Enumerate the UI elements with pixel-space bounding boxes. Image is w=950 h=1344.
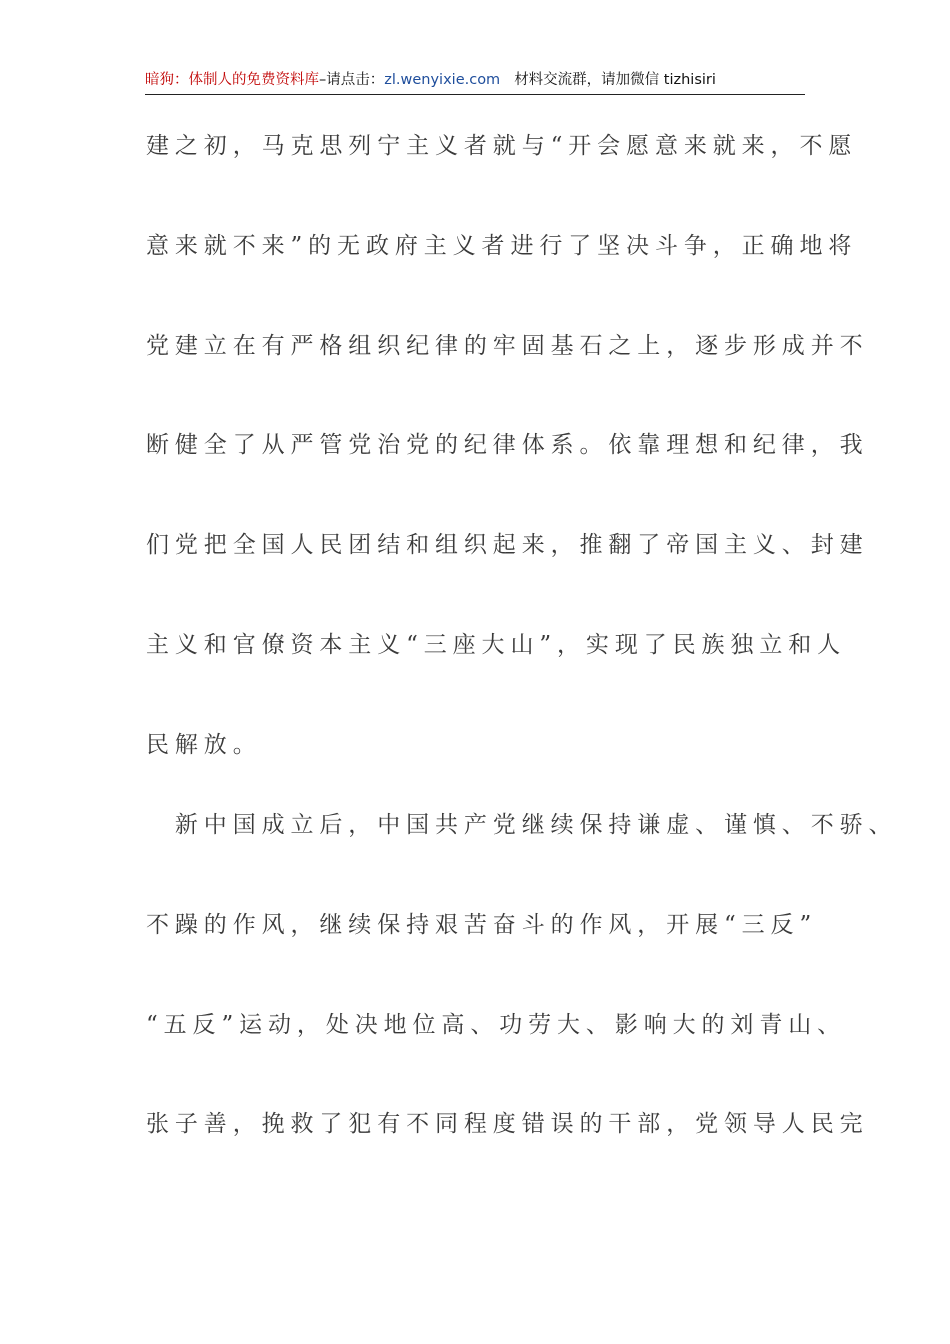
header-url-link[interactable]: zl.wenyixie.com [384, 72, 501, 88]
paragraph-1-line-4: 断健全了从严管党治党的纪律体系。依靠理想和纪律，我 [146, 432, 869, 458]
paragraph-1-line-7: 民解放。 [146, 732, 262, 758]
paragraph-2-line-1: 新中国成立后，中国共产党继续保持谦虚、谨慎、不骄、 [146, 812, 898, 838]
paragraph-1-line-3: 党建立在有严格组织纪律的牢固基石之上，逐步形成并不 [146, 333, 869, 359]
paragraph-1-line-1: 建之初，马克思列宁主义者就与“开会愿意来就来，不愿 [146, 133, 858, 159]
paragraph-1-line-6: 主义和官僚资本主义“三座大山”，实现了民族独立和人 [146, 632, 847, 658]
paragraph-2-line-3: “五反”运动，处决地位高、功劳大、影响大的刘青山、 [146, 1012, 847, 1038]
paragraph-1-line-2: 意来就不来”的无政府主义者进行了坚决斗争，正确地将 [146, 233, 858, 259]
paragraph-2-line-2: 不躁的作风，继续保持艰苦奋斗的作风，开展“三反” [146, 912, 818, 938]
paragraph-1-line-5: 们党把全国人民团结和组织起来，推翻了帝国主义、封建 [146, 532, 869, 558]
paragraph-2-line-4: 张子善，挽救了犯有不同程度错误的干部，党领导人民完 [146, 1111, 869, 1137]
page-header [145, 68, 805, 95]
header-brand: 暗狗：体制人的免费资料库 [145, 72, 319, 88]
header-contact: 材料交流群，请加微信 tizhisiri [514, 72, 716, 88]
header-prompt: –请点击： [319, 72, 385, 88]
